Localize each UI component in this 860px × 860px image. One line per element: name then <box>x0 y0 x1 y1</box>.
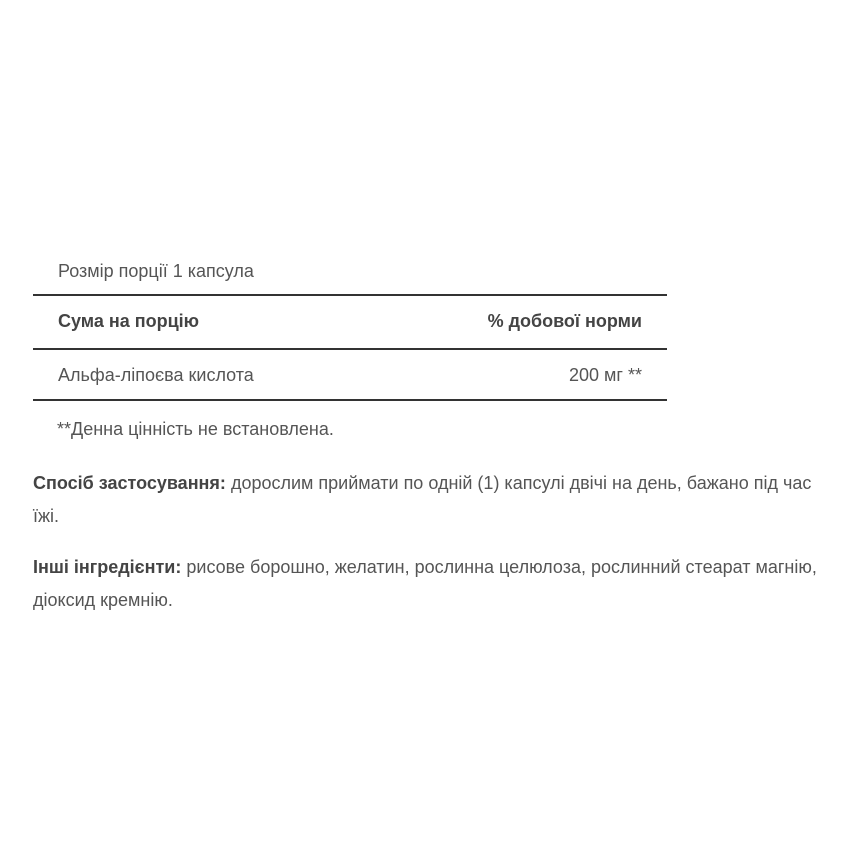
ingredients-label: Інші інгредієнти: <box>33 557 182 577</box>
directions-text: дорослим приймати по одній (1) капсулі двічі на день, бажано під час їжі. <box>33 473 812 526</box>
ingredients-text: рисове борошно, желатин, рослинна целюлоза, рослинний стеарат магнію, діоксид кремнію. <box>33 557 817 610</box>
daily-value-footnote: **Денна цінність не встановлена. <box>57 419 334 439</box>
ingredient-name: Альфа-ліпоєва кислота <box>58 365 254 385</box>
table-header-row <box>33 296 667 350</box>
serving-size-text: Розмір порції 1 капсула <box>58 261 254 281</box>
amount-per-serving-header: Сума на порцію <box>58 311 200 331</box>
table-row <box>33 350 667 401</box>
other-ingredients-paragraph <box>33 551 838 617</box>
directions-paragraph <box>33 467 838 533</box>
supplement-facts-table <box>33 250 667 401</box>
serving-size-row <box>33 250 667 296</box>
daily-value-header: % добової норми <box>487 311 642 331</box>
ingredient-amount: 200 мг ** <box>569 365 642 385</box>
directions-label: Спосіб застосування: <box>33 473 226 493</box>
